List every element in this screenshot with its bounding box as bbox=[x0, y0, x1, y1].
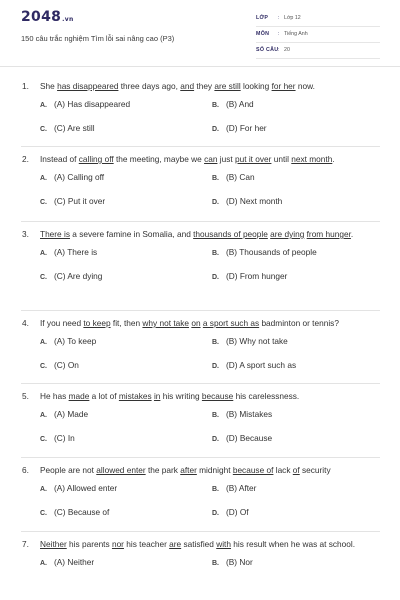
answer-option[interactable] bbox=[212, 196, 282, 206]
meta-value: Tiếng Anh bbox=[284, 31, 308, 37]
underlined-segment: mistakes bbox=[118, 391, 152, 401]
option-label: (B) Mistakes bbox=[226, 409, 273, 419]
answer-option[interactable] bbox=[40, 172, 104, 182]
answer-option[interactable] bbox=[212, 336, 288, 346]
option-label: (A) Neither bbox=[54, 557, 95, 567]
option-letter: C. bbox=[40, 126, 47, 133]
options-row bbox=[0, 166, 400, 190]
question-number: 2. bbox=[22, 154, 29, 164]
question-number: 4. bbox=[22, 318, 29, 328]
answer-option[interactable] bbox=[40, 196, 105, 206]
text-segment: just bbox=[217, 154, 235, 164]
underlined-segment: because bbox=[201, 391, 234, 401]
option-letter: B. bbox=[212, 250, 219, 257]
text-segment: People are not bbox=[40, 465, 97, 475]
option-letter: A. bbox=[40, 102, 47, 109]
option-label: (D) A sport such as bbox=[226, 360, 297, 370]
question-number: 5. bbox=[22, 391, 29, 401]
options-row bbox=[0, 501, 400, 525]
text-segment: until bbox=[271, 154, 292, 164]
question-text bbox=[40, 317, 379, 330]
option-label: (B) Nor bbox=[226, 557, 253, 567]
answer-option[interactable] bbox=[40, 483, 117, 493]
question-text bbox=[40, 464, 379, 477]
logo-domain: .vn bbox=[62, 16, 74, 23]
underlined-segment: after bbox=[180, 465, 197, 475]
underlined-segment: allowed enter bbox=[96, 465, 146, 475]
answer-option[interactable] bbox=[212, 247, 317, 257]
option-letter: C. bbox=[40, 436, 47, 443]
question-number: 7. bbox=[22, 539, 29, 549]
text-segment: the meeting, maybe we bbox=[113, 154, 205, 164]
option-letter: C. bbox=[40, 199, 47, 206]
options-row bbox=[0, 354, 400, 378]
text-segment: Instead of bbox=[40, 154, 79, 164]
underlined-segment: from hunger bbox=[306, 229, 351, 239]
answer-option[interactable] bbox=[40, 336, 96, 346]
underlined-segment: because of bbox=[232, 465, 274, 475]
meta-label: LỚP bbox=[256, 15, 269, 21]
answer-option[interactable] bbox=[212, 271, 287, 281]
page-header bbox=[0, 0, 400, 67]
underlined-segment: for her bbox=[271, 81, 296, 91]
option-letter: B. bbox=[212, 102, 219, 109]
options-row bbox=[0, 93, 400, 117]
underlined-segment: made bbox=[68, 391, 90, 401]
option-letter: B. bbox=[212, 412, 219, 419]
option-letter: D. bbox=[212, 363, 219, 370]
options-row bbox=[0, 241, 400, 265]
answer-option[interactable] bbox=[40, 99, 130, 109]
option-label: (C) Put it over bbox=[54, 196, 106, 206]
text-segment: lack bbox=[273, 465, 293, 475]
question-item bbox=[0, 317, 400, 378]
underlined-segment: has disappeared bbox=[57, 81, 119, 91]
underlined-segment: to keep bbox=[83, 318, 111, 328]
text-segment: his carelessness. bbox=[233, 391, 300, 401]
meta-label: MÔN bbox=[256, 31, 270, 37]
option-letter: A. bbox=[40, 412, 47, 419]
question-text bbox=[40, 153, 379, 166]
meta-value: 20 bbox=[284, 47, 290, 53]
options-row bbox=[0, 265, 400, 289]
text-segment: they bbox=[194, 81, 215, 91]
options-row bbox=[0, 330, 400, 354]
underlined-segment: with bbox=[216, 539, 231, 549]
underlined-segment: of bbox=[292, 465, 300, 475]
text-segment: a lot of bbox=[89, 391, 119, 401]
option-label: (D) For her bbox=[226, 123, 267, 133]
option-letter: A. bbox=[40, 250, 47, 257]
underlined-segment: are dying bbox=[270, 229, 305, 239]
option-label: (A) To keep bbox=[54, 336, 97, 346]
text-segment: . bbox=[332, 154, 335, 164]
option-letter: A. bbox=[40, 339, 47, 346]
text-segment: He has bbox=[40, 391, 69, 401]
text-segment: his teacher bbox=[123, 539, 170, 549]
text-segment: his parents bbox=[66, 539, 112, 549]
question-number: 3. bbox=[22, 229, 29, 239]
text-segment: his writing bbox=[160, 391, 202, 401]
question-divider bbox=[21, 383, 380, 384]
option-label: (D) From hunger bbox=[226, 271, 288, 281]
underlined-segment: calling off bbox=[78, 154, 114, 164]
underlined-segment: put it over bbox=[234, 154, 272, 164]
text-segment: fit, then bbox=[110, 318, 143, 328]
underlined-segment: Neither bbox=[40, 539, 67, 549]
answer-option[interactable] bbox=[212, 172, 255, 182]
option-label: (D) Of bbox=[226, 507, 249, 517]
meta-value: Lớp 12 bbox=[284, 15, 301, 21]
text-segment: now. bbox=[295, 81, 315, 91]
option-letter: A. bbox=[40, 175, 47, 182]
answer-option[interactable] bbox=[40, 123, 95, 133]
underlined-segment: next month bbox=[291, 154, 333, 164]
question-text bbox=[40, 538, 379, 551]
question-text bbox=[40, 228, 379, 241]
answer-option[interactable] bbox=[40, 271, 102, 281]
text-segment: If you need bbox=[40, 318, 84, 328]
site-logo[interactable] bbox=[21, 9, 74, 25]
question-item bbox=[0, 538, 400, 575]
option-label: (A) Made bbox=[54, 409, 89, 419]
answer-option[interactable] bbox=[40, 433, 75, 443]
option-label: (A) There is bbox=[54, 247, 98, 257]
option-letter: B. bbox=[212, 560, 219, 567]
answer-option[interactable] bbox=[40, 507, 109, 517]
option-label: (D) Next month bbox=[226, 196, 283, 206]
option-letter: D. bbox=[212, 436, 219, 443]
options-row bbox=[0, 427, 400, 451]
option-letter: D. bbox=[212, 510, 219, 517]
options-row bbox=[0, 403, 400, 427]
option-label: (C) Are still bbox=[54, 123, 95, 133]
option-label: (B) Can bbox=[226, 172, 255, 182]
logo-main: 2048 bbox=[21, 9, 62, 25]
option-label: (B) Why not take bbox=[226, 336, 288, 346]
underlined-segment: in bbox=[153, 391, 161, 401]
underlined-segment: can bbox=[204, 154, 218, 164]
option-letter: C. bbox=[40, 510, 47, 517]
answer-option[interactable] bbox=[212, 557, 253, 567]
question-text bbox=[40, 80, 379, 93]
answer-option[interactable] bbox=[40, 360, 79, 370]
text-segment: satisfied bbox=[181, 539, 217, 549]
question-item bbox=[0, 153, 400, 214]
question-divider bbox=[21, 146, 380, 147]
text-segment: She bbox=[40, 81, 58, 91]
document-title: 150 câu trắc nghiệm Tìm lỗi sai nâng cao (P3) bbox=[21, 34, 175, 43]
text-segment: the park bbox=[145, 465, 181, 475]
underlined-segment: There is bbox=[40, 229, 70, 239]
answer-option[interactable] bbox=[212, 483, 256, 493]
text-segment: badminton or tennis? bbox=[259, 318, 339, 328]
question-stem bbox=[0, 317, 400, 330]
question-item bbox=[0, 390, 400, 451]
option-label: (B) And bbox=[226, 99, 254, 109]
question-number: 6. bbox=[22, 465, 29, 475]
answer-option[interactable] bbox=[212, 99, 254, 109]
answer-option[interactable] bbox=[40, 247, 97, 257]
question-divider bbox=[21, 457, 380, 458]
meta-label: SỐ CÂU bbox=[256, 47, 279, 53]
underlined-segment: are still bbox=[214, 81, 241, 91]
question-stem bbox=[0, 538, 400, 551]
options-row bbox=[0, 190, 400, 214]
option-letter: B. bbox=[212, 339, 219, 346]
option-label: (D) Because bbox=[226, 433, 273, 443]
option-letter: B. bbox=[212, 175, 219, 182]
document-meta bbox=[256, 13, 380, 61]
options-row bbox=[0, 551, 400, 575]
option-letter: C. bbox=[40, 274, 47, 281]
options-row bbox=[0, 477, 400, 501]
question-divider bbox=[21, 221, 380, 222]
answer-option[interactable] bbox=[212, 409, 272, 419]
question-text bbox=[40, 390, 379, 403]
meta-row-class: LỚP : Lớp 12 bbox=[256, 13, 380, 27]
meta-row-count: SỐ CÂU : 20 bbox=[256, 45, 380, 59]
underlined-segment: on bbox=[191, 318, 201, 328]
question-stem bbox=[0, 228, 400, 241]
option-label: (A) Has disappeared bbox=[54, 99, 131, 109]
text-segment: three days ago, bbox=[118, 81, 181, 91]
option-letter: D. bbox=[212, 274, 219, 281]
question-item bbox=[0, 464, 400, 525]
question-divider bbox=[21, 531, 380, 532]
option-label: (C) Because of bbox=[54, 507, 110, 517]
question-number: 1. bbox=[22, 81, 29, 91]
answer-option[interactable] bbox=[212, 360, 296, 370]
underlined-segment: why not take bbox=[142, 318, 190, 328]
option-label: (B) After bbox=[226, 483, 257, 493]
option-letter: C. bbox=[40, 363, 47, 370]
text-segment: security bbox=[299, 465, 331, 475]
underlined-segment: thousands of people bbox=[193, 229, 268, 239]
underlined-segment: are bbox=[169, 539, 182, 549]
option-label: (C) Are dying bbox=[54, 271, 103, 281]
text-segment: looking bbox=[240, 81, 272, 91]
option-label: (A) Allowed enter bbox=[54, 483, 118, 493]
option-label: (A) Calling off bbox=[54, 172, 105, 182]
meta-row-subject: MÔN : Tiếng Anh bbox=[256, 29, 380, 43]
text-segment: midnight bbox=[196, 465, 233, 475]
option-label: (C) On bbox=[54, 360, 79, 370]
question-stem bbox=[0, 390, 400, 403]
option-label: (B) Thousands of people bbox=[226, 247, 317, 257]
answer-option[interactable] bbox=[212, 123, 267, 133]
question-item bbox=[0, 228, 400, 289]
answer-option[interactable] bbox=[40, 409, 88, 419]
question-stem bbox=[0, 80, 400, 93]
underlined-segment: and bbox=[180, 81, 195, 91]
text-segment: . bbox=[350, 229, 354, 239]
question-item bbox=[0, 80, 400, 141]
underlined-segment: nor bbox=[111, 539, 124, 549]
text-segment: his result when he was at school. bbox=[230, 539, 356, 549]
answer-option[interactable] bbox=[212, 433, 272, 443]
answer-option[interactable] bbox=[40, 557, 94, 567]
option-letter: B. bbox=[212, 486, 219, 493]
underlined-segment: a sport such as bbox=[202, 318, 260, 328]
option-letter: D. bbox=[212, 199, 219, 206]
question-divider bbox=[21, 310, 380, 311]
question-stem bbox=[0, 464, 400, 477]
question-stem bbox=[0, 153, 400, 166]
option-letter: D. bbox=[212, 126, 219, 133]
option-letter: A. bbox=[40, 560, 47, 567]
options-row bbox=[0, 117, 400, 141]
option-label: (C) In bbox=[54, 433, 75, 443]
text-segment: a severe famine in Somalia, and bbox=[69, 229, 194, 239]
answer-option[interactable] bbox=[212, 507, 249, 517]
option-letter: A. bbox=[40, 486, 47, 493]
